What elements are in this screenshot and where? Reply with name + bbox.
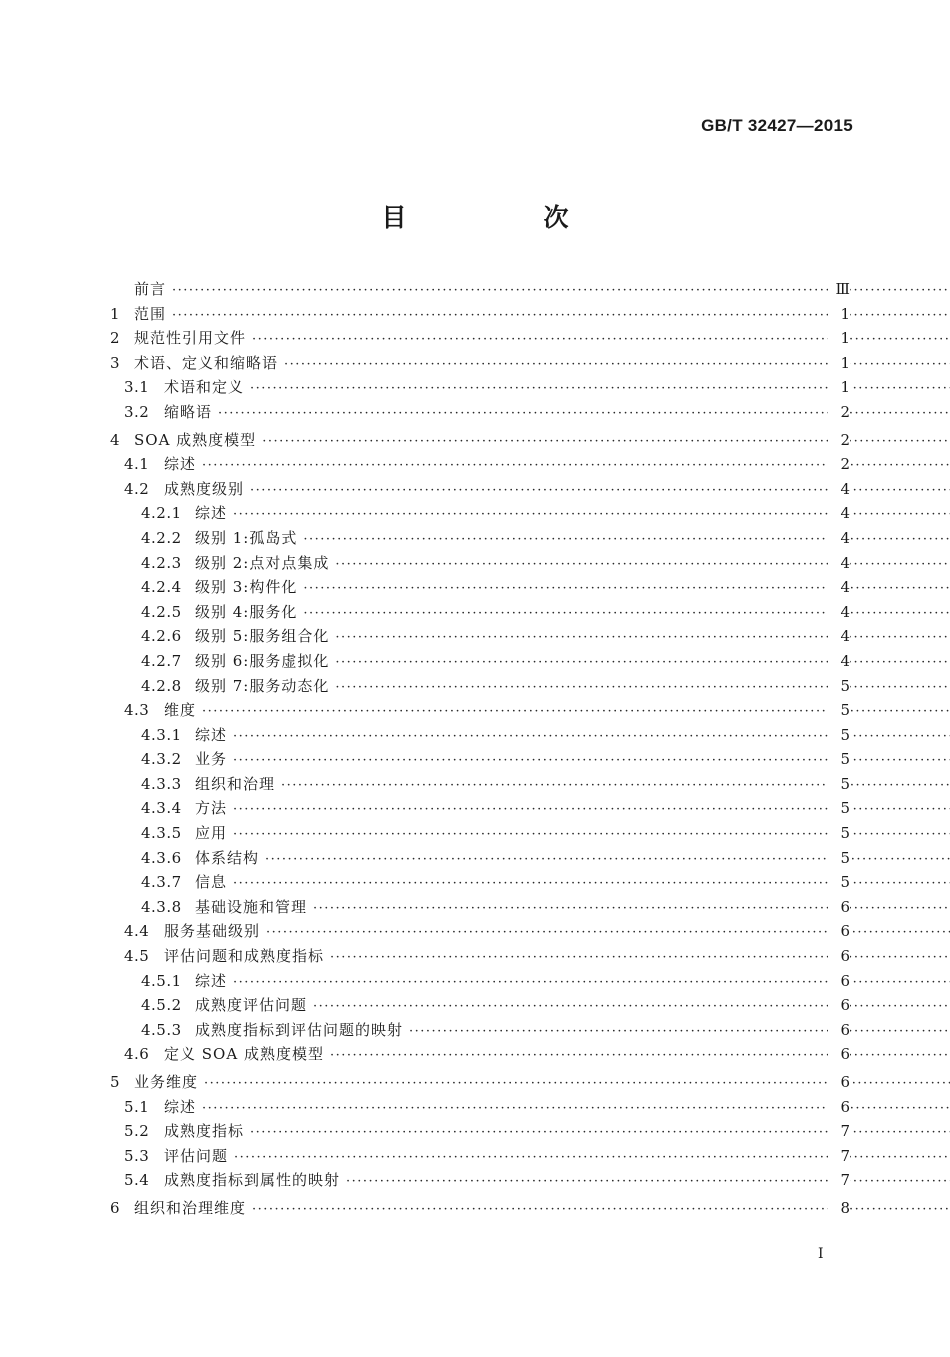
toc-entry-number: 5.4 — [124, 1171, 150, 1190]
toc-entry[interactable] — [0, 375, 950, 400]
dot-leader — [335, 676, 950, 701]
toc-entry-page: 5 — [828, 821, 850, 846]
toc-entry-number: 4.2.2 — [141, 528, 182, 547]
toc-entry-label: 组织和治理 — [195, 774, 276, 793]
toc-entry[interactable] — [0, 919, 950, 944]
toc-entry[interactable] — [0, 747, 950, 772]
toc-entry-number: 4.5.1 — [141, 971, 182, 990]
toc-entry-label: 范围 — [134, 304, 167, 323]
toc-entry-number: 3.1 — [124, 378, 150, 397]
toc-entry-page: 5 — [828, 698, 850, 723]
toc-entry-label: 级别 3:构件化 — [195, 578, 298, 597]
toc-entry-page: 4 — [828, 600, 850, 625]
toc-entry[interactable] — [0, 526, 950, 551]
toc-entry-number: 4.6 — [124, 1045, 150, 1064]
toc-entry-page: Ⅲ — [828, 277, 850, 302]
dot-leader — [303, 528, 950, 553]
toc-entry-label: 成熟度指标到属性的映射 — [164, 1171, 341, 1190]
toc-entry-page: 6 — [828, 1070, 850, 1095]
toc-entry[interactable] — [0, 772, 950, 797]
dot-leader — [303, 577, 950, 602]
toc-entry[interactable] — [0, 698, 950, 723]
dot-leader — [303, 602, 950, 627]
toc-entry-label: 级别 1:孤岛式 — [195, 528, 298, 547]
table-of-contents — [0, 277, 950, 1221]
toc-entry-label: 定义 SOA 成熟度模型 — [164, 1045, 324, 1064]
toc-entry-label: 成熟度指标到评估问题的映射 — [195, 1020, 404, 1039]
toc-entry-number: 4.2.7 — [141, 651, 182, 670]
toc-entry[interactable] — [0, 1018, 950, 1043]
toc-entry[interactable] — [0, 846, 950, 871]
toc-entry[interactable] — [0, 821, 950, 846]
toc-entry-number: 5.3 — [124, 1146, 150, 1165]
toc-entry-page: 5 — [828, 747, 850, 772]
toc-entry-label: 前言 — [134, 280, 167, 298]
toc-entry[interactable] — [0, 501, 950, 526]
toc-entry-page: 1 — [828, 326, 850, 351]
toc-entry-number: 4.2.5 — [141, 602, 182, 621]
toc-entry[interactable] — [0, 1168, 950, 1193]
toc-entry-number: 4.2.1 — [141, 504, 182, 523]
toc-entry-page: 5 — [828, 846, 850, 871]
toc-entry[interactable] — [0, 551, 950, 576]
dot-leader — [284, 353, 950, 378]
toc-entry-page: 1 — [828, 375, 850, 400]
toc-entry-page: 5 — [828, 870, 850, 895]
toc-entry-page: 6 — [828, 919, 850, 944]
toc-entry-number: 6 — [110, 1198, 121, 1217]
toc-entry-page: 4 — [828, 526, 850, 551]
toc-entry-label: 体系结构 — [195, 848, 260, 867]
toc-entry-number: 3.2 — [124, 402, 150, 421]
toc-entry-label: 综述 — [164, 1097, 197, 1116]
toc-entry[interactable] — [0, 428, 950, 453]
toc-entry-page: 6 — [828, 993, 850, 1018]
toc-entry-label: 基础设施和管理 — [195, 897, 308, 916]
toc-entry-page: 2 — [828, 400, 850, 425]
toc-entry-label: 成熟度指标 — [164, 1122, 245, 1141]
toc-entry-label: 术语和定义 — [164, 378, 245, 397]
toc-entry[interactable] — [0, 796, 950, 821]
toc-entry-page: 1 — [828, 302, 850, 327]
toc-entry[interactable] — [0, 400, 950, 425]
dot-leader — [330, 1044, 950, 1069]
toc-entry-number: 4.1 — [124, 455, 150, 474]
toc-entry[interactable] — [0, 302, 950, 327]
toc-entry-label: 缩略语 — [164, 402, 213, 421]
toc-entry-number: 4.5 — [124, 947, 150, 966]
page-number: I — [818, 1246, 824, 1262]
toc-entry-page: 4 — [828, 624, 850, 649]
toc-entry-label: 评估问题 — [164, 1146, 229, 1165]
toc-entry-number: 5.1 — [124, 1097, 150, 1116]
dot-leader — [346, 1170, 950, 1195]
toc-entry-number: 2 — [110, 329, 121, 348]
toc-entry[interactable] — [0, 969, 950, 994]
toc-entry[interactable] — [0, 477, 950, 502]
toc-entry-page: 7 — [828, 1119, 850, 1144]
toc-entry-number: 4.4 — [124, 922, 150, 941]
toc-entry[interactable] — [0, 452, 950, 477]
dot-leader — [335, 651, 950, 676]
toc-entry-page: 6 — [828, 944, 850, 969]
toc-entry-number: 4.2 — [124, 479, 150, 498]
toc-entry[interactable] — [0, 1119, 950, 1144]
toc-entry-page: 1 — [828, 351, 850, 376]
toc-entry-page: 7 — [828, 1168, 850, 1193]
toc-entry[interactable] — [0, 674, 950, 699]
toc-entry-number: 4.3 — [124, 701, 150, 720]
toc-entry-number: 4.2.4 — [141, 578, 182, 597]
toc-entry-label: 术语、定义和缩略语 — [134, 353, 279, 372]
toc-entry-number: 4.3.6 — [141, 848, 182, 867]
toc-entry-label: 组织和治理维度 — [134, 1198, 247, 1217]
toc-entry-label: 级别 6:服务虚拟化 — [195, 651, 330, 670]
dot-leader — [335, 553, 950, 578]
toc-entry-label: 成熟度评估问题 — [195, 996, 308, 1015]
toc-entry[interactable] — [0, 277, 950, 302]
toc-entry-page: 4 — [828, 551, 850, 576]
toc-entry[interactable] — [0, 649, 950, 674]
toc-entry-page: 5 — [828, 772, 850, 797]
page-title: 目 次 — [381, 203, 625, 232]
toc-entry[interactable] — [0, 1070, 950, 1095]
dot-leader — [335, 626, 950, 651]
toc-entry[interactable] — [0, 1042, 950, 1067]
toc-entry-label: 成熟度级别 — [164, 479, 245, 498]
toc-entry-number: 4 — [110, 430, 121, 449]
toc-entry-page: 4 — [828, 649, 850, 674]
toc-entry-label: 服务基础级别 — [164, 922, 261, 941]
toc-entry-page: 6 — [828, 969, 850, 994]
toc-entry-label: 评估问题和成熟度指标 — [164, 947, 325, 966]
toc-entry-page: 4 — [828, 501, 850, 526]
toc-entry-page: 5 — [828, 674, 850, 699]
toc-entry-number: 4.3.8 — [141, 897, 182, 916]
toc-entry-label: 信息 — [195, 873, 228, 892]
toc-entry-page: 5 — [828, 723, 850, 748]
toc-entry-number: 4.2.8 — [141, 676, 182, 695]
toc-entry-page: 4 — [828, 477, 850, 502]
toc-entry-number: 4.3.1 — [141, 725, 182, 744]
toc-entry-label: 综述 — [195, 971, 228, 990]
dot-leader — [409, 1020, 950, 1045]
toc-entry-label: 级别 4:服务化 — [195, 602, 298, 621]
toc-entry-page: 6 — [828, 1018, 850, 1043]
toc-entry-number: 1 — [110, 304, 121, 323]
toc-entry-label: 级别 7:服务动态化 — [195, 676, 330, 695]
toc-entry-number: 4.3.3 — [141, 774, 182, 793]
toc-entry-number: 4.5.3 — [141, 1020, 182, 1039]
toc-entry-label: 综述 — [195, 504, 228, 523]
toc-entry[interactable] — [0, 993, 950, 1018]
toc-entry-page: 6 — [828, 1095, 850, 1120]
toc-entry-page: 6 — [828, 1042, 850, 1067]
toc-entry[interactable] — [0, 1095, 950, 1120]
toc-entry-label: SOA 成熟度模型 — [134, 430, 257, 449]
toc-entry-page: 7 — [828, 1144, 850, 1169]
toc-entry-page: 6 — [828, 895, 850, 920]
toc-entry-label: 综述 — [195, 725, 228, 744]
dot-leader — [313, 995, 950, 1020]
toc-entry-number: 4.3.4 — [141, 799, 182, 818]
toc-entry[interactable] — [0, 1144, 950, 1169]
toc-entry-page: 2 — [828, 452, 850, 477]
standard-code: GB/T 32427—2015 — [701, 116, 853, 135]
toc-entry[interactable] — [0, 723, 950, 748]
toc-entry[interactable] — [0, 351, 950, 376]
toc-entry[interactable] — [0, 944, 950, 969]
toc-entry-page: 5 — [828, 796, 850, 821]
toc-entry-number: 4.2.6 — [141, 627, 182, 646]
toc-entry[interactable] — [0, 326, 950, 351]
toc-entry[interactable] — [0, 575, 950, 600]
toc-entry-number: 3 — [110, 353, 121, 372]
dot-leader — [313, 897, 950, 922]
toc-entry[interactable] — [0, 895, 950, 920]
toc-entry[interactable] — [0, 624, 950, 649]
toc-entry-number: 5 — [110, 1073, 121, 1091]
toc-entry[interactable] — [0, 870, 950, 895]
toc-entry[interactable] — [0, 600, 950, 625]
toc-entry-label: 应用 — [195, 824, 228, 843]
toc-entry-label: 规范性引用文件 — [134, 329, 247, 348]
toc-entry-number: 4.3.5 — [141, 824, 182, 843]
toc-entry-label: 级别 5:服务组合化 — [195, 627, 330, 646]
toc-entry-page: 8 — [828, 1196, 850, 1221]
toc-entry-number: 4.3.2 — [141, 750, 182, 769]
toc-entry-label: 维度 — [164, 701, 197, 720]
toc-entry-label: 级别 2:点对点集成 — [195, 553, 330, 572]
toc-entry-number: 4.2.3 — [141, 553, 182, 572]
toc-entry-page: 4 — [828, 575, 850, 600]
toc-entry-number: 5.2 — [124, 1122, 150, 1141]
toc-entry-label: 业务维度 — [134, 1073, 199, 1091]
toc-entry[interactable] — [0, 1196, 950, 1221]
dot-leader — [330, 946, 950, 971]
toc-entry-label: 业务 — [195, 750, 228, 769]
toc-entry-label: 方法 — [195, 799, 228, 818]
toc-entry-number: 4.5.2 — [141, 996, 182, 1015]
toc-entry-label: 综述 — [164, 455, 197, 474]
toc-entry-page: 2 — [828, 428, 850, 453]
toc-entry-number: 4.3.7 — [141, 873, 182, 892]
